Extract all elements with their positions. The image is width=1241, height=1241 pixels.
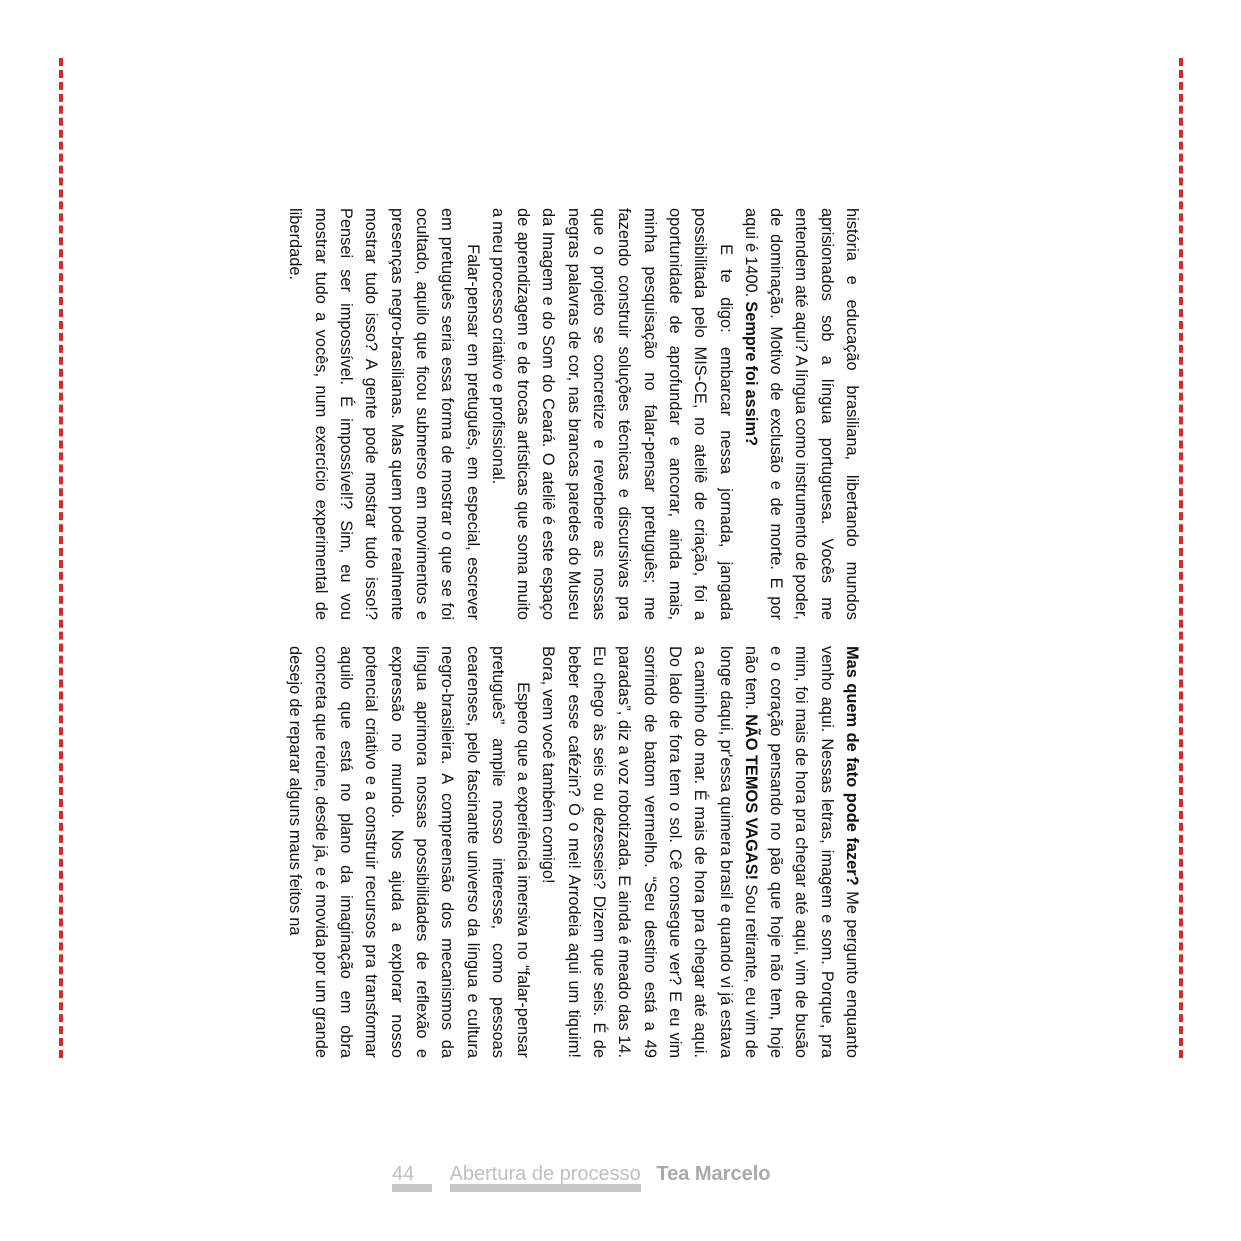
paragraph-5: Falar-pensar em pretuguês, em especial, escrever em pretuguês seria essa forma de mostrar o que se foi ocultado, aquilo que ficou submerso em movimentos e presenças negro-brasilianas. Mas quem pode realmente mostrar tudo isso? A gente pode mostrar tudo isso!? Pensei ser impossível. É impossível!? Sim, eu vou mostrar tudo a vocês, num exercício experimental de liberdade. xyxy=(286,208,482,620)
page-footer xyxy=(392,1163,770,1192)
paragraph-4: E te digo: embarcar nessa jornada, jangada possibilitada pelo MIS-CE, no ateliê de criação, foi a oportunidade de aprofundar e ancorar, ainda mais, minha pesquisação no falar-pensar pretuguês; me fazendo construir soluções técnicas e discursivas pra que o projeto se concretize e reverbere as nossas negras palavras de cor, nas brancas paredes do Museu da Imagem e do Som do Ceará. O ateliê é este espaço de aprendizagem e de trocas artísticas que soma muito a meu processo criativo e profissional. xyxy=(488,208,735,620)
paragraph-2: Espero que a experiência imersiva no “falar-pensar pretuguês” amplie nosso interesse, como pessoas cearenses, pelo fascinante universo da língua e cultura negro-brasileira. A compreensão dos mecanismos da língua aprimora nossas possibilidades de reflexão e expressão no mundo. Nos ajuda a explorar nosso potencial criativo e a construir recursos pra transformar aquilo que está no plano da imaginação em obra concreta que reúne, desde já, e é movida por um grande desejo de reparar alguns maus feitos na xyxy=(286,646,533,1058)
paragraph-1-text-b: Sou retirante, eu vim de longe daqui, pr'essa quimera brasil e quando vi já estava a caminho do mar. É mais de hora pra chegar até aqui. Do lado de fora tem o sol. Cê consegue ver? E eu vim sorrindo de batom vermelho. “Seu destino está a 49 paradas”, diz a voz robotizada. E ainda é meado das 14. Eu chego às seis ou dezesseis? Dizem que seis. É de beber esse cafézin? Ô o mei! Arrodeia aqui um tiquim! Bora, vem você também comigo! xyxy=(539,646,760,1058)
text-column-1 xyxy=(282,646,864,1058)
section-title: Abertura de processo xyxy=(450,1164,641,1192)
paragraph-3-text: história e educação brasiliana, libertando mundos aprisionados sob a língua portuguesa. Vocês me entendem até aqui? A língua como instrumento de poder, de dominação. Motivo de exclusão e de morte. E por aqui é 1400. xyxy=(741,208,861,620)
text-column-2 xyxy=(282,208,864,620)
cut-line-left xyxy=(59,58,63,1058)
cut-line-right xyxy=(1179,58,1183,1058)
lead-question: Mas quem de fato pode fazer? xyxy=(843,646,861,886)
paragraph-1-text-a: Me pergunto enquanto venho aqui. Nessas letras, imagem e som. Porque, pra mim, foi mais de hora pra chegar até aqui, vim de busão e o coração pensando no pão que hoje não tem, hoje não tem. xyxy=(741,646,861,1058)
no-vacancy-shout: NÃO TEMOS VAGAS! xyxy=(741,714,760,881)
paragraph-1 xyxy=(535,646,864,1058)
closing-question: Sempre foi assim? xyxy=(741,301,760,447)
paragraph-3 xyxy=(738,208,864,620)
page-number: 44 xyxy=(392,1164,432,1192)
author-name: Tea Marcelo xyxy=(656,1163,771,1185)
